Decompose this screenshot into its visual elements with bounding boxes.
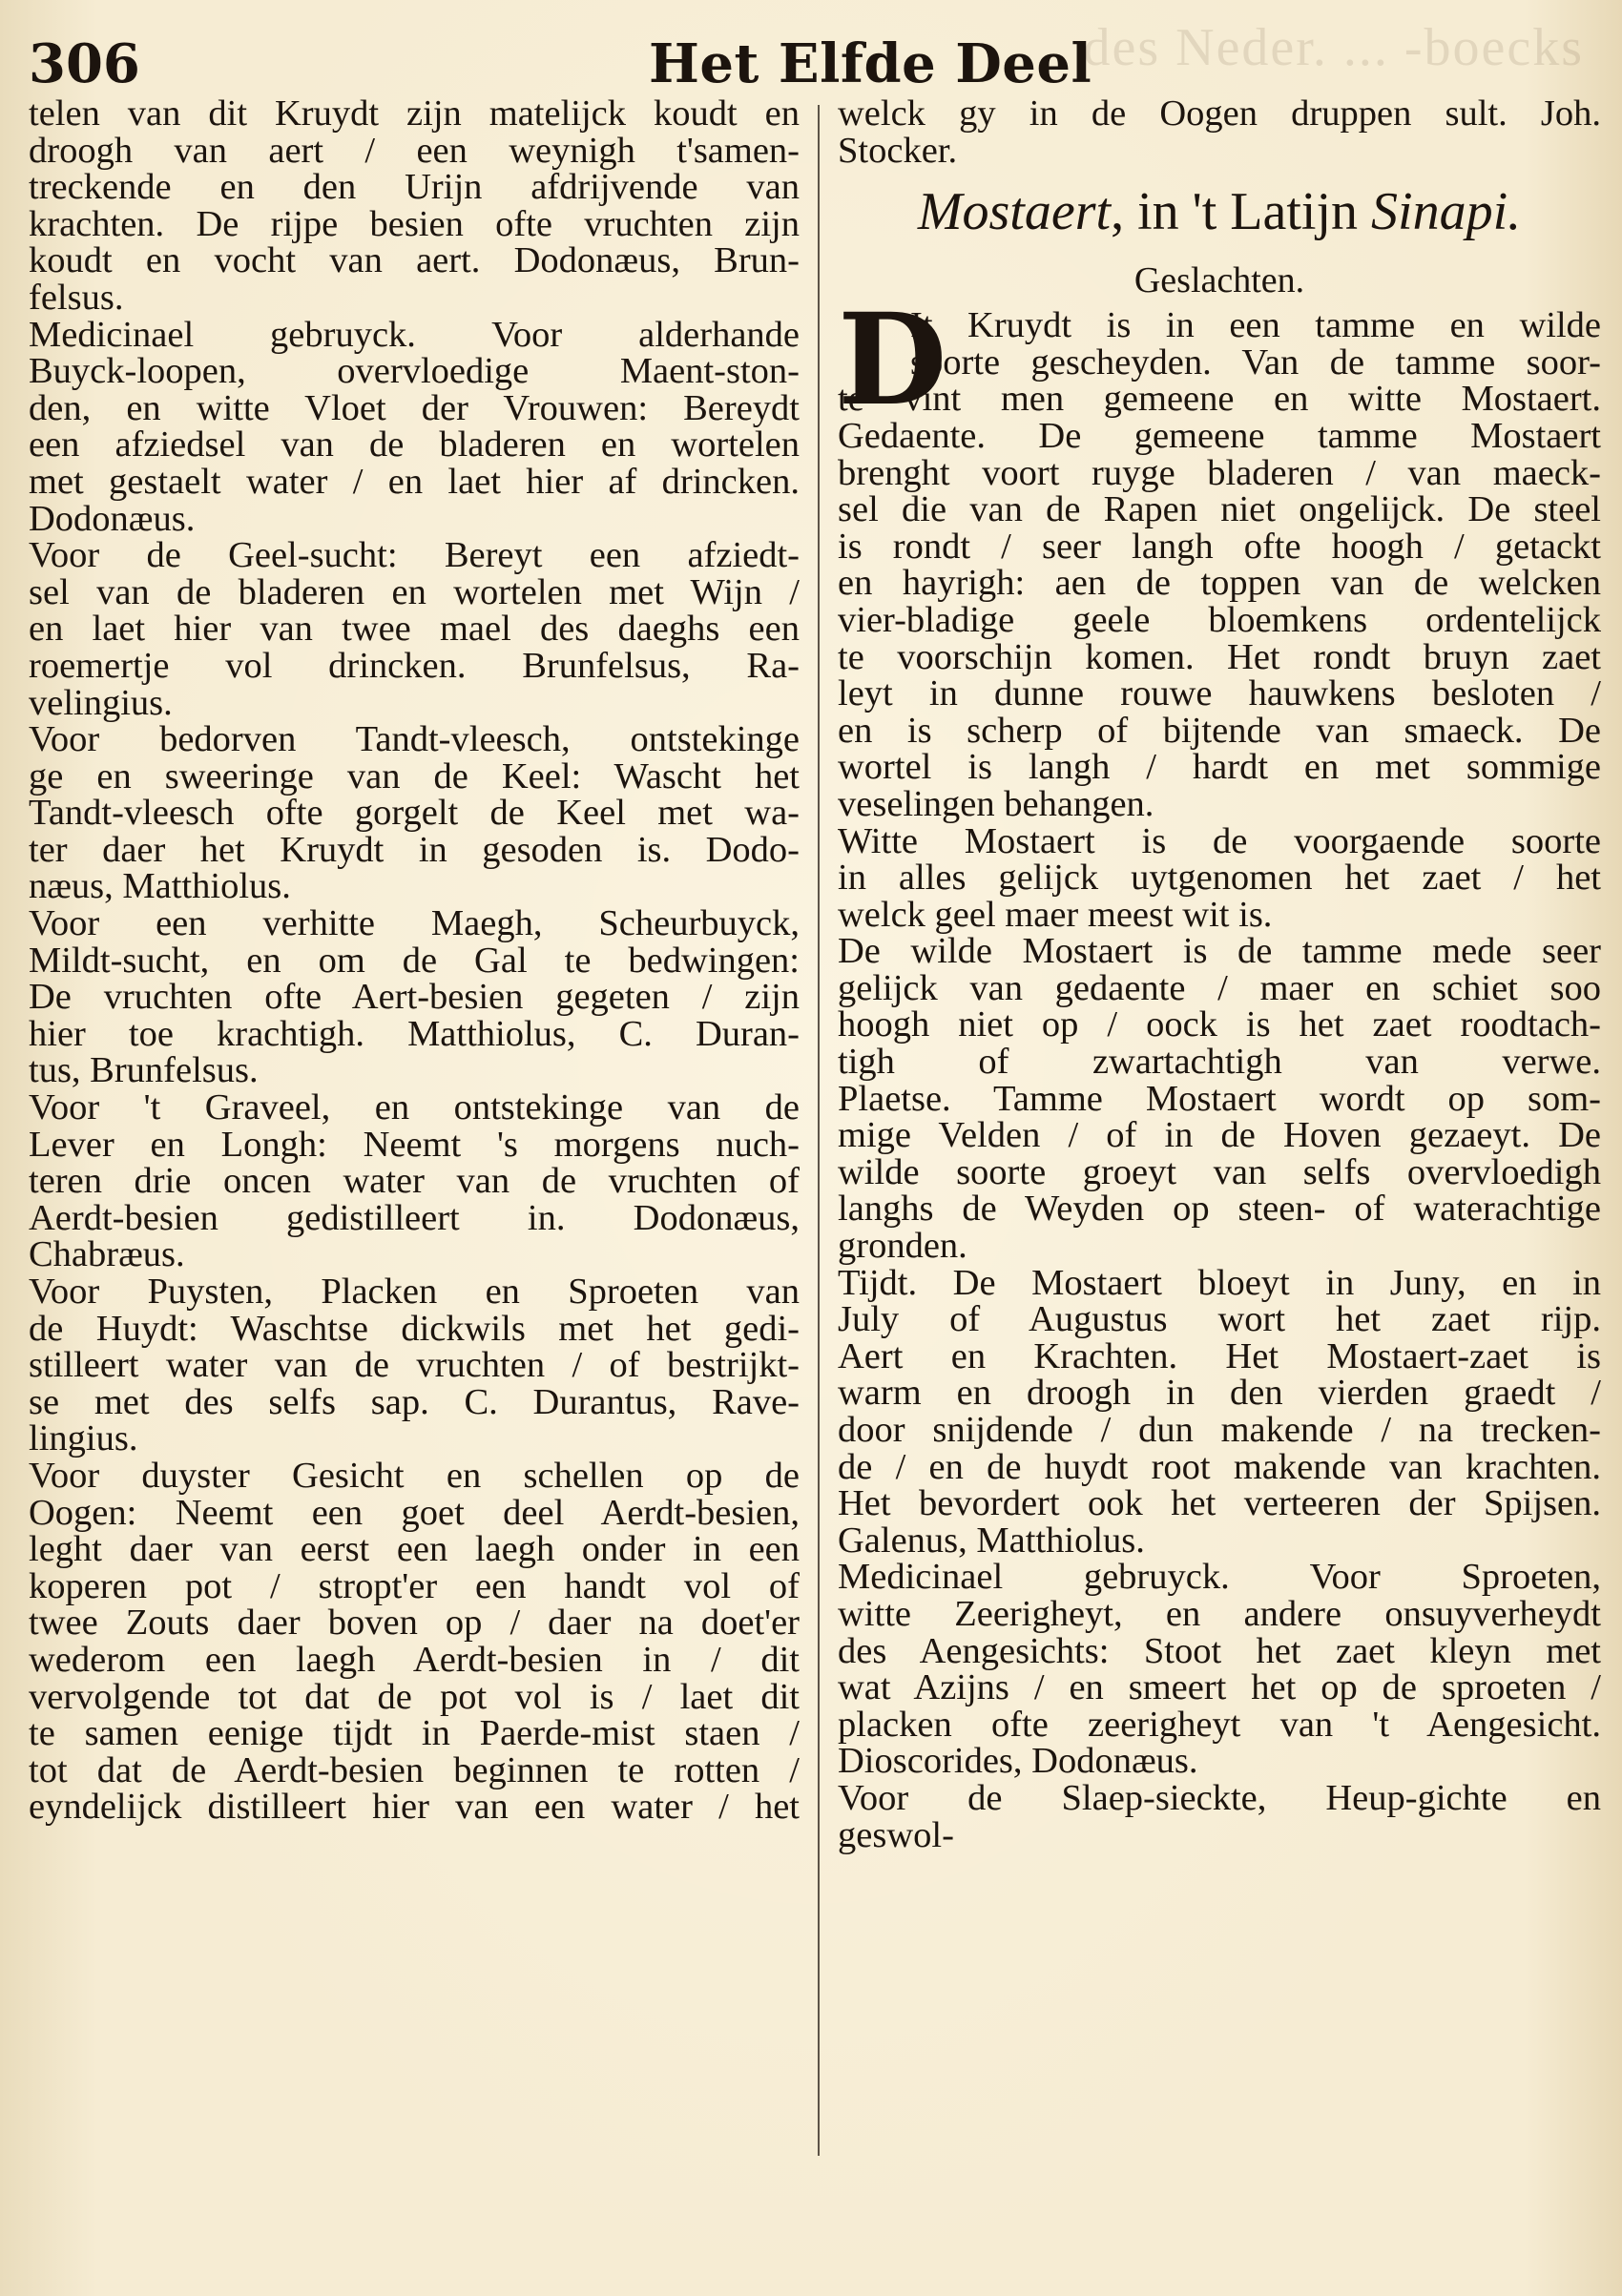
right-text-line: vier-bladige geele bloemkens ordentelijck [838, 599, 1601, 640]
dropcap-text-line: soorte gescheyden. Van de tamme soor- [910, 341, 1601, 383]
left-text-line: tus, Brunfelsus. [29, 1050, 259, 1091]
left-text-line: een afziedsel van de bladeren en wortelen [29, 424, 800, 465]
left-text-line: met gestaelt water / en laet hier af drincken. [29, 461, 800, 502]
bleed-through-text: des Neder. ... -boecks [1083, 18, 1584, 77]
right-text-line: Plaetse. Tamme Mostaert wordt op som- [838, 1078, 1601, 1119]
right-text-line: langhs de Weyden op steen- of waterachtige [838, 1189, 1601, 1230]
right-text-line: welck gy in de Oogen druppen sult. Joh. [838, 93, 1601, 134]
left-text-line: Medicinael gebruyck. Voor alderhande [29, 314, 800, 355]
section-title [838, 169, 1601, 255]
right-text-line: te voorschijn komen. Het rondt bruyn zaet [838, 636, 1601, 677]
dropcap-letter: D [838, 286, 947, 435]
right-text-line: Dioscorides, Dodonæus. [838, 1741, 1198, 1782]
right-text-line: te vint men gemeene en witte Mostaert. [838, 379, 1601, 420]
left-text-line: Voor 't Graveel, en ontstekinge van de [29, 1087, 800, 1128]
left-text-line: Oogen: Neemt een goet deel Aerdt-besien, [29, 1492, 800, 1533]
right-text-line: wilde soorte groeyt van selfs overvloedigh [838, 1151, 1601, 1192]
right-text-line: gelijck van gedaente / maer en schiet soo [838, 967, 1601, 1008]
column-divider [818, 105, 820, 2156]
right-text-line: Aert en Krachten. Het Mostaert-zaet is [838, 1335, 1601, 1376]
right-text-line: Voor de Slaep-sieckte, Heup-gichte en [838, 1777, 1601, 1818]
left-text-line: Chabræus. [29, 1234, 185, 1275]
left-text-line: te samen eenige tijdt in Paerde-mist staen / [29, 1713, 800, 1754]
right-text-line: leyt in dunne rouwe hauwkens besloten / [838, 673, 1601, 714]
right-text-line: wat Azijns / en smeert het op de sproeten / [838, 1667, 1601, 1708]
left-text-line: koperen pot / stropt'er een handt vol of [29, 1565, 800, 1606]
page-number: 306 [29, 32, 140, 95]
left-text-line: næus, Matthiolus. [29, 866, 291, 907]
left-text-line: stilleert water van de vruchten / of bestrijkt- [29, 1345, 800, 1386]
section-title-latin: Sinapi. [1371, 182, 1522, 242]
left-text-line: twee Zouts daer boven op / daer na doet'er [29, 1603, 800, 1644]
left-text-line: Dodonæus. [29, 498, 196, 539]
right-text-line: welck geel maer meest wit is. [838, 894, 1273, 935]
left-text-line: Tandt-vleesch ofte gorgelt de Keel met wa- [29, 793, 800, 834]
right-text-line: Het bevordert ook het verteeren der Spijsen. [838, 1483, 1601, 1524]
right-text-line: geswol- [838, 1814, 954, 1855]
left-text-line: teren drie oncen water van de vruchten of [29, 1161, 800, 1202]
right-text-line: warm en droogh in den vierden graedt / [838, 1373, 1601, 1414]
section-title-main: Mostaert [917, 182, 1112, 242]
section-title-middle: , in 't Latijn [1111, 182, 1372, 242]
right-text-line: des Aengesichts: Stoot het zaet kleyn met [838, 1630, 1601, 1671]
left-text-line: Voor duyster Gesicht en schellen op de [29, 1455, 800, 1496]
left-text-line: Voor de Geel-sucht: Bereyt een afziedt- [29, 535, 800, 576]
right-text-line: veselingen behangen. [838, 783, 1154, 824]
left-text-line: wederom een laegh Aerdt-besien in / dit [29, 1639, 800, 1680]
left-text-line: Lever en Longh: Neemt 's morgens nuch- [29, 1124, 800, 1165]
right-text-line: door snijdende / dun makende / na trecken- [838, 1410, 1601, 1450]
right-text-line: Stocker. [838, 130, 958, 171]
right-text-line: wortel is langh / hardt en met sommige [838, 747, 1601, 788]
left-text-line: Voor een verhitte Maegh, Scheurbuyck, [29, 903, 800, 944]
right-text-line: de / en de huydt root makende van krachten. [838, 1446, 1601, 1487]
right-text-line: en hayrigh: aen de toppen van de welcken [838, 563, 1601, 604]
right-text-line: in alles gelijck uytgenomen het zaet / het [838, 858, 1601, 899]
section-subheading: Geslachten. [1133, 260, 1305, 301]
left-text-line: en laet hier van twee mael des daeghs een [29, 609, 800, 650]
dropcap-lines [838, 307, 1601, 381]
left-column [29, 95, 800, 1826]
left-text-line: De vruchten ofte Aert-besien gegeten / zijn [29, 977, 800, 1018]
right-text-line: placken ofte zeerigheyt van 't Aengesicht. [838, 1704, 1601, 1745]
page-header [29, 29, 1593, 95]
left-text-line: se met des selfs sap. C. Durantus, Rave- [29, 1381, 800, 1422]
left-text-line: Aerdt-besien gedistilleert in. Dodonæus, [29, 1197, 800, 1238]
right-text-line: tigh of zwartachtigh van verwe. [838, 1042, 1601, 1083]
left-text-line: koudt en vocht van aert. Dodonæus, Brun- [29, 240, 800, 281]
left-text-line: lingius. [29, 1418, 138, 1459]
left-text-line: ge en sweeringe van de Keel: Wascht het [29, 755, 800, 796]
left-text-line: hier toe krachtigh. Matthiolus, C. Duran- [29, 1013, 800, 1054]
left-text-line: Mildt-sucht, en om de Gal te bedwingen: [29, 940, 800, 981]
left-text-line: Voor Puysten, Placken en Sproeten van [29, 1272, 800, 1312]
left-text-line: telen van dit Kruydt zijn matelijck koudt en [29, 93, 800, 134]
right-text-line: en is scherp of bijtende van smaeck. De [838, 710, 1601, 751]
left-text-line: sel van de bladeren en wortelen met Wijn / [29, 571, 800, 612]
left-text-line: velingius. [29, 682, 173, 723]
right-body-lines [838, 381, 1601, 1853]
left-text-line: vervolgende tot dat de pot vol is / laet dit [29, 1676, 800, 1717]
right-text-line: Gedaente. De gemeene tamme Mostaert [838, 415, 1601, 456]
right-text-line: gronden. [838, 1226, 967, 1267]
left-text-line: leght daer van eerst een laegh onder in een [29, 1529, 800, 1570]
left-text-line: treckende en den Urijn afdrijvende van [29, 167, 800, 208]
right-text-line: Witte Mostaert is de voorgaende soorte [838, 820, 1601, 861]
right-text-line: witte Zeerigheyt, en andere onsuyverheydt [838, 1593, 1601, 1634]
right-text-line: July of Augustus wort het zaet rijp. [838, 1299, 1601, 1340]
right-text-line: brenght voort ruyge bladeren / van maeck- [838, 452, 1601, 493]
left-text-line: ter daer het Kruydt in gesoden is. Dodo- [29, 829, 800, 870]
left-text-line: tot dat de Aerdt-besien beginnen te rotten / [29, 1749, 800, 1790]
left-text-line: eyndelijck distilleert hier van een water / het [29, 1787, 800, 1828]
running-title: Het Elfde Deel [649, 32, 1092, 95]
left-text-line: Voor bedorven Tandt-vleesch, ontstekinge [29, 719, 800, 760]
right-top-lines [838, 95, 1601, 169]
right-text-line: Medicinael gebruyck. Voor Sproeten, [838, 1557, 1601, 1598]
right-text-line: is rondt / seer langh ofte hoogh / getackt [838, 526, 1601, 567]
right-text-line: Galenus, Matthiolus. [838, 1520, 1145, 1561]
left-text-line: felsus. [29, 277, 124, 318]
right-text-line: mige Velden / of in de Hoven gezaeyt. De [838, 1115, 1601, 1156]
left-text-line: droogh van aert / een weynigh t'samen- [29, 130, 800, 171]
right-text-line: De wilde Mostaert is de tamme mede seer [838, 931, 1601, 972]
right-column [838, 95, 1601, 1853]
right-text-line: Tijdt. De Mostaert bloeyt in Juny, en in [838, 1262, 1601, 1303]
left-text-line: de Huydt: Waschtse dickwils met het gedi- [29, 1308, 800, 1349]
left-text-line: krachten. De rijpe besien ofte vruchten zijn [29, 203, 800, 244]
right-text-line: hoogh niet op / oock is het zaet roodtach- [838, 1004, 1601, 1045]
right-text-line: sel die van de Rapen niet ongelijck. De steel [838, 489, 1601, 530]
dropcap-text-line: It Kruydt is in een tamme en wilde [910, 305, 1601, 346]
left-text-line: roemertje vol drincken. Brunfelsus, Ra- [29, 645, 800, 686]
left-text-line: den, en witte Vloet der Vrouwen: Bereydt [29, 387, 800, 428]
left-text-line: Buyck-loopen, overvloedige Maent-ston- [29, 351, 800, 392]
